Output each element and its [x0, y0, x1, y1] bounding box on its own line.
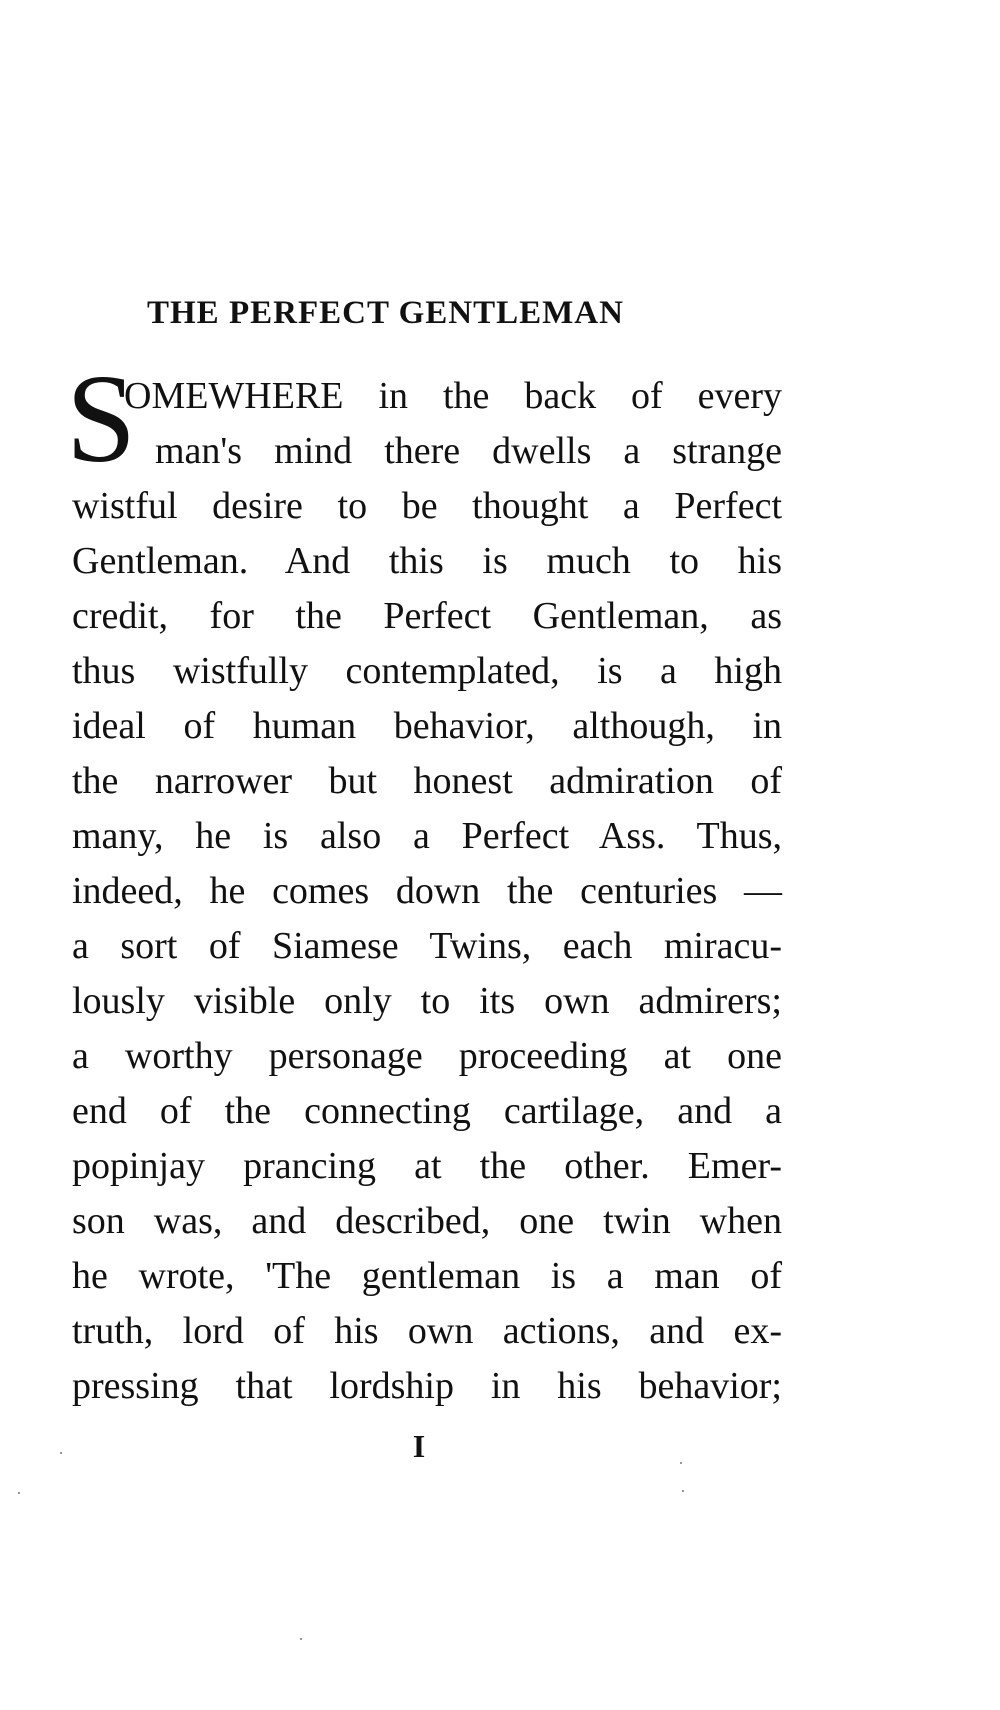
- text-line: wistful desire to be thought a Perfect: [72, 485, 782, 527]
- text-line: OMEWHERE in the back of every: [124, 375, 782, 417]
- page-number: I: [412, 1428, 426, 1464]
- text-line: he wrote, 'The gentleman is a man of: [72, 1255, 782, 1297]
- drop-cap: S: [66, 350, 137, 489]
- text-line: ideal of human behavior, although, in: [72, 705, 782, 747]
- text-line: man's mind there dwells a strange: [155, 430, 782, 472]
- text-line: indeed, he comes down the centuries —: [72, 870, 782, 912]
- text-line: the narrower but honest admiration of: [72, 760, 782, 802]
- running-head: THE PERFECT GENTLEMAN: [147, 295, 624, 331]
- text-line: thus wistfully contemplated, is a high: [72, 650, 782, 692]
- text-line: a sort of Siamese Twins, each miracu-: [72, 925, 782, 967]
- text-line: pressing that lordship in his behavior;: [72, 1365, 782, 1407]
- text-line: popinjay prancing at the other. Emer-: [72, 1145, 782, 1187]
- text-line: Gentleman. And this is much to his: [72, 540, 782, 582]
- text-line: lously visible only to its own admirers;: [72, 980, 782, 1022]
- text-line: son was, and described, one twin when: [72, 1200, 782, 1242]
- text-line: credit, for the Perfect Gentleman, as: [72, 595, 782, 637]
- scan-speck: [60, 1452, 62, 1454]
- scan-speck: [18, 1492, 20, 1494]
- scan-speck: [300, 1638, 302, 1640]
- text-line: a worthy personage proceeding at one: [72, 1035, 782, 1077]
- text-line: many, he is also a Perfect Ass. Thus,: [72, 815, 782, 857]
- text-line: end of the connecting cartilage, and a: [72, 1090, 782, 1132]
- text-line: truth, lord of his own actions, and ex-: [72, 1310, 782, 1352]
- scan-speck: [682, 1490, 684, 1492]
- scan-speck: [680, 1462, 682, 1464]
